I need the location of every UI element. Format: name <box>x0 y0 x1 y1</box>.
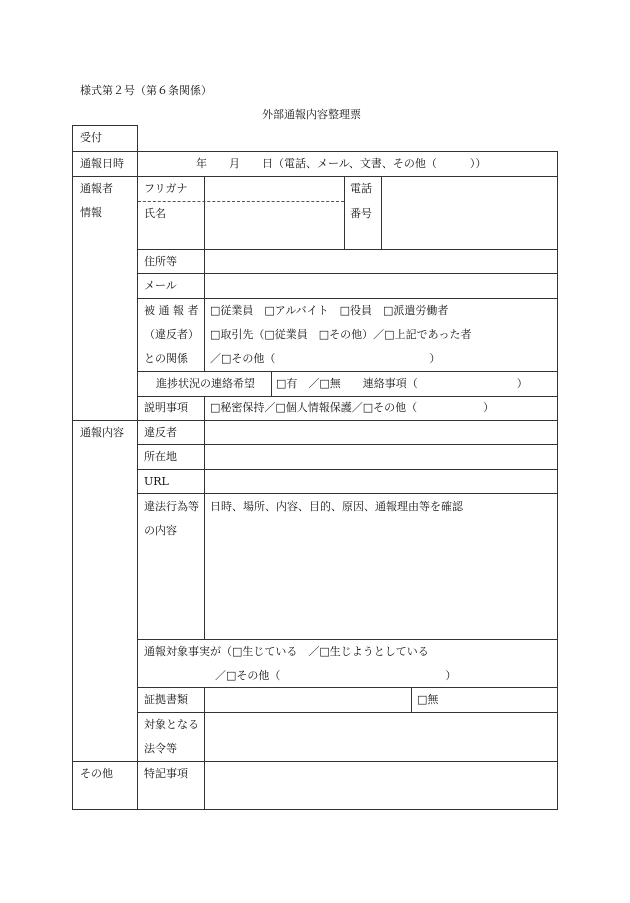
rule <box>137 687 558 688</box>
rule <box>137 396 558 397</box>
illegal-act-note: 日時、場所、内容、目的、原因、通報理由等を確認 <box>210 500 463 513</box>
rule <box>204 396 205 639</box>
rule <box>137 469 558 470</box>
rule <box>204 687 205 809</box>
rule <box>137 712 558 713</box>
fact-status-line-1: 通報対象事実が（□生じている ／□生じようとしている <box>144 645 429 658</box>
address-label: 住所等 <box>144 255 177 268</box>
rule <box>137 639 558 640</box>
furigana-label: フリガナ <box>144 182 188 195</box>
rule <box>411 687 412 712</box>
violator-label: 違反者 <box>144 426 177 439</box>
relation-options-1: □従業員 □アルバイト □役員 □派遣労働者 <box>210 304 449 317</box>
furigana-dashed-rule <box>138 201 344 202</box>
rule <box>137 298 558 299</box>
rule <box>72 125 73 809</box>
phone-label-2: 番号 <box>350 207 372 220</box>
relation-options-3: ／□その他（ ） <box>210 352 441 365</box>
progress-contact-label: 進捗状況の連絡希望 <box>156 377 255 390</box>
relation-label-2: （違反者） <box>144 328 199 341</box>
reception-label: 受付 <box>80 131 102 144</box>
relation-label: 被 通 報 者 <box>144 304 199 317</box>
laws-label-2: 法令等 <box>144 742 177 755</box>
rule <box>137 273 558 274</box>
report-datetime-fields: 年 月 日（電話、メール、文書、その他（ ）） <box>196 157 487 170</box>
reporter-info-label: 通報者 <box>80 182 113 195</box>
phone-label: 電話 <box>350 182 372 195</box>
progress-contact-options: □有 ／□無 連絡事項（ ） <box>276 377 528 390</box>
rule <box>137 444 558 445</box>
form-title: 外部通報内容整理票 <box>262 108 361 121</box>
rule <box>271 371 272 396</box>
relation-options-2: □取引先（□従業員 □その他）／□上記であった者 <box>210 328 472 341</box>
url-label: URL <box>144 475 169 488</box>
rule <box>137 493 558 494</box>
rule <box>72 761 558 762</box>
rule <box>137 249 558 250</box>
fact-status-line-2: ／□その他（ ） <box>215 669 457 682</box>
explanation-label: 説明事項 <box>144 401 188 414</box>
relation-label-3: との関係 <box>144 352 188 365</box>
email-label: メール <box>144 279 177 292</box>
rule <box>137 125 138 809</box>
other-label: その他 <box>80 767 113 780</box>
rule <box>72 151 558 152</box>
evidence-none-checkbox: □無 <box>417 693 439 706</box>
name-label: 氏名 <box>144 207 166 220</box>
laws-label: 対象となる <box>144 718 199 731</box>
reporter-info-label-2: 情報 <box>80 206 102 219</box>
rule <box>72 809 558 810</box>
rule <box>557 151 558 809</box>
report-content-label: 通報内容 <box>80 426 124 439</box>
rule <box>72 420 558 421</box>
rule <box>381 176 382 249</box>
illegal-act-label-2: の内容 <box>144 524 177 537</box>
illegal-act-label: 違法行為等 <box>144 500 199 513</box>
rule <box>204 176 205 371</box>
explanation-options: □秘密保持／□個人情報保護／□その他（ ） <box>210 401 495 414</box>
location-label: 所在地 <box>144 450 177 463</box>
evidence-label: 証拠書類 <box>144 693 188 706</box>
rule <box>344 176 345 249</box>
form-number: 様式第２号（第６条関係） <box>80 84 212 97</box>
rule <box>137 371 558 372</box>
report-datetime-label: 通報日時 <box>80 157 124 170</box>
rule <box>72 176 558 177</box>
rule <box>72 125 137 126</box>
special-notes-label: 特記事項 <box>144 767 188 780</box>
